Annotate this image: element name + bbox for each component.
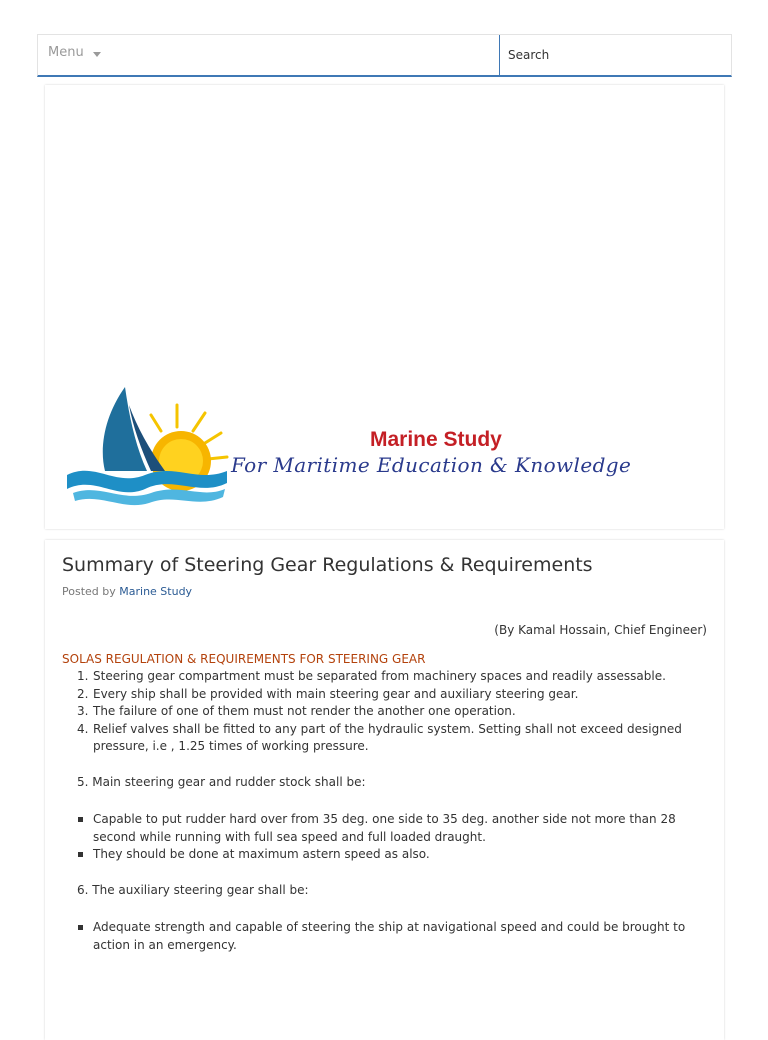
menu-label: Menu (48, 45, 84, 60)
author-link[interactable]: Marine Study (119, 585, 193, 598)
top-navigation (37, 34, 732, 77)
list-item: 1. Steering gear compartment must be separated from machinery spaces and readily assessable. (77, 669, 666, 683)
list-item: Capable to put rudder hard over from 35 deg. one side to 35 deg. another side not more than 28 second while running with full sea speed and full loaded draught. (93, 811, 713, 846)
section-heading: SOLAS REGULATION & REQUIREMENTS FOR STEERING GEAR (62, 652, 426, 666)
site-header (45, 85, 724, 529)
sailboat-logo-icon (65, 375, 233, 509)
bullet-icon (78, 925, 83, 930)
bullet-list (93, 811, 713, 864)
menu-toggle[interactable] (38, 35, 500, 76)
caret-down-icon (93, 52, 101, 57)
bullet-icon (78, 817, 83, 822)
post-meta (62, 585, 192, 598)
list-item: Adequate strength and capable of steering the ship at navigational speed and could be brought to action in an emergency. (93, 919, 713, 954)
posted-by-label: Posted by (62, 585, 116, 598)
search-box (501, 35, 732, 76)
list-item: 4. Relief valves shall be fitted to any part of the hydraulic system. Setting shall not exceed designed pressure, i.e , 1.25 times of working pressure. (77, 721, 682, 753)
list-item-6: 6. The auxiliary steering gear shall be: (77, 883, 309, 897)
list-item: 2. Every ship shall be provided with main steering gear and auxiliary steering gear. (77, 686, 579, 701)
author-byline: (By Kamal Hossain, Chief Engineer) (494, 623, 707, 637)
brand-title: Marine Study (370, 428, 502, 451)
numbered-list (77, 668, 713, 756)
list-item: They should be done at maximum astern speed as also. (93, 846, 713, 864)
search-input[interactable] (508, 44, 723, 66)
list-item: 3. The failure of one of them must not render the another one operation. (77, 704, 516, 718)
post-article (45, 540, 724, 1040)
list-item-5: 5. Main steering gear and rudder stock shall be: (77, 775, 366, 789)
bullet-icon (78, 852, 83, 857)
bullet-list (93, 919, 713, 954)
post-title: Summary of Steering Gear Regulations & Requirements (62, 554, 593, 576)
brand-tagline: For Maritime Education & Knowledge (231, 453, 632, 477)
